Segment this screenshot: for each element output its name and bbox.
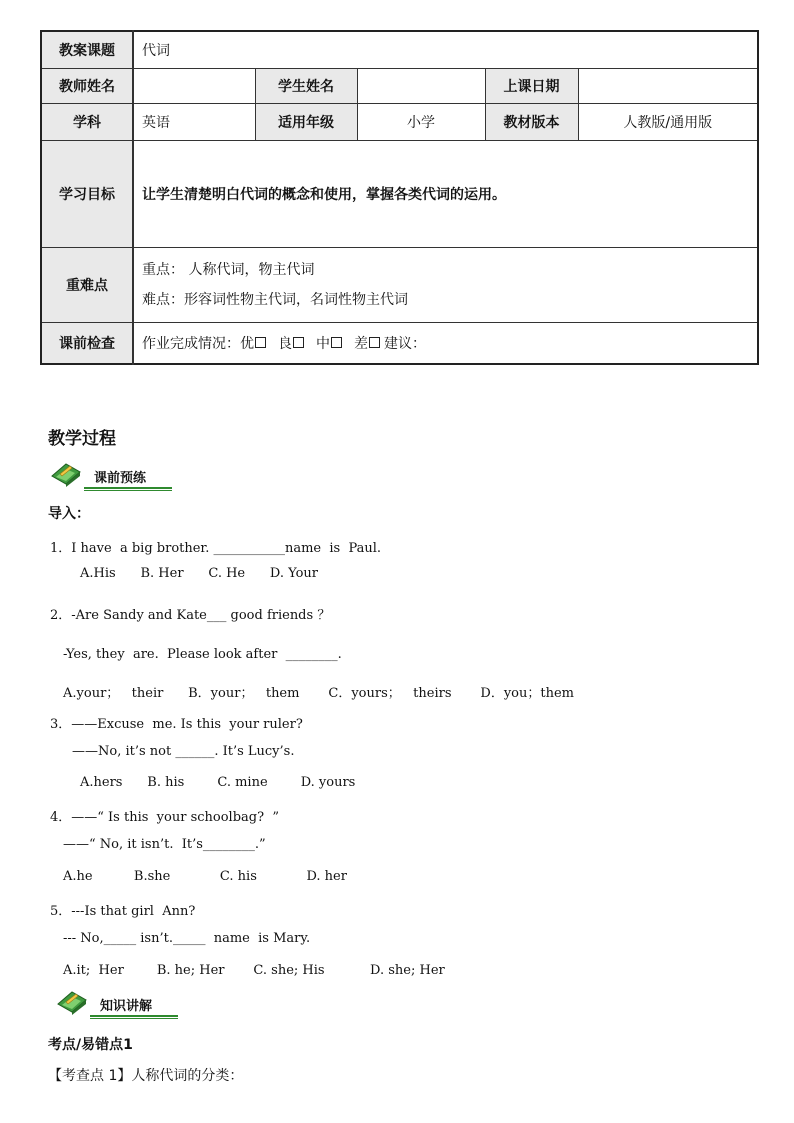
question-3-reply: ——No, it’s not ______. It’s Lucy’s.	[72, 744, 295, 759]
question-2-stem: 2．-Are Sandy and Kate___ good friends ？	[50, 608, 331, 623]
question-1-stem: 1．I have a big brother. ___________name is Paul.	[50, 541, 382, 556]
topic-value: 代词	[133, 31, 758, 68]
check-cell	[133, 322, 758, 364]
question-3-stem: 3．——Excuse me. Is this your ruler?	[50, 717, 303, 732]
edition-value: 人教版/通用版	[578, 103, 758, 140]
teacher-value	[133, 68, 255, 103]
question-4-options: A.he B.she C. his D. her	[63, 869, 347, 884]
date-label: 上课日期	[485, 68, 578, 103]
question-5-reply: --- No,_____ isn’t._____ name is Mary.	[63, 931, 311, 946]
key-label: 重难点	[41, 247, 133, 322]
date-value	[578, 68, 758, 103]
pencil-book-icon	[56, 988, 92, 1016]
subject-label: 学科	[41, 103, 133, 140]
check-good-label: 良	[278, 335, 292, 352]
difficult-point: 难点：形容词性物主代词，名词性物主代词	[142, 291, 408, 308]
question-5-stem: 5．---Is that girl Ann?	[50, 904, 196, 919]
pencil-book-icon	[50, 460, 86, 488]
question-2-reply: -Yes, they are. Please look after ________.	[63, 647, 342, 662]
teacher-label: 教师姓名	[41, 68, 133, 103]
topic-label: 教案课题	[41, 31, 133, 68]
question-5-options: A.it; Her B. he; Her C. she; His D. she; Her	[63, 963, 445, 978]
badge-knowledge-label: 知识讲解	[100, 999, 153, 1014]
goal-value: 让学生清楚明白代词的概念和使用，掌握各类代词的运用。	[133, 140, 758, 247]
edition-label: 教材版本	[485, 103, 578, 140]
check-label: 课前检查	[41, 322, 133, 364]
key-points-cell	[133, 247, 758, 322]
check-mid-label: 中	[316, 335, 330, 352]
key-point: 重点： 人称代词，物主代词	[142, 261, 315, 278]
lesson-info-table	[40, 30, 759, 365]
check-suggest: 建议：	[384, 335, 426, 352]
checkbox-good[interactable]	[293, 337, 304, 348]
check-prefix: 作业完成情况：优	[142, 335, 254, 352]
question-4-reply: ——“ No, it isn’t. It’s________.”	[63, 837, 266, 852]
checkbox-medium[interactable]	[331, 337, 342, 348]
point-title: 考点/易错点1	[48, 1037, 133, 1053]
grade-label: 适用年级	[255, 103, 357, 140]
intro-label: 导入：	[48, 506, 90, 522]
question-2-options: A.your； their B．your； them C．yours； theirs D．you；them	[63, 686, 574, 701]
checkbox-poor[interactable]	[369, 337, 380, 348]
section-badge-knowledge	[56, 988, 186, 1020]
goal-label: 学习目标	[41, 140, 133, 247]
point-line: 【考查点 1】人称代词的分类：	[48, 1068, 244, 1084]
question-4-stem: 4．——“ Is this your schoolbag? ”	[50, 810, 279, 825]
question-1-options: A.His B. Her C. He D. Your	[80, 566, 318, 581]
section-badge-prestudy	[50, 460, 180, 492]
student-value	[357, 68, 485, 103]
question-3-options: A.hers B. his C. mine D. yours	[80, 775, 356, 790]
process-title: 教学过程	[48, 429, 116, 449]
badge-prestudy-label: 课前预练	[94, 471, 147, 486]
subject-value: 英语	[133, 103, 255, 140]
checkbox-excellent[interactable]	[255, 337, 266, 348]
grade-value: 小学	[357, 103, 485, 140]
student-label: 学生姓名	[255, 68, 357, 103]
check-poor-label: 差	[354, 335, 368, 352]
